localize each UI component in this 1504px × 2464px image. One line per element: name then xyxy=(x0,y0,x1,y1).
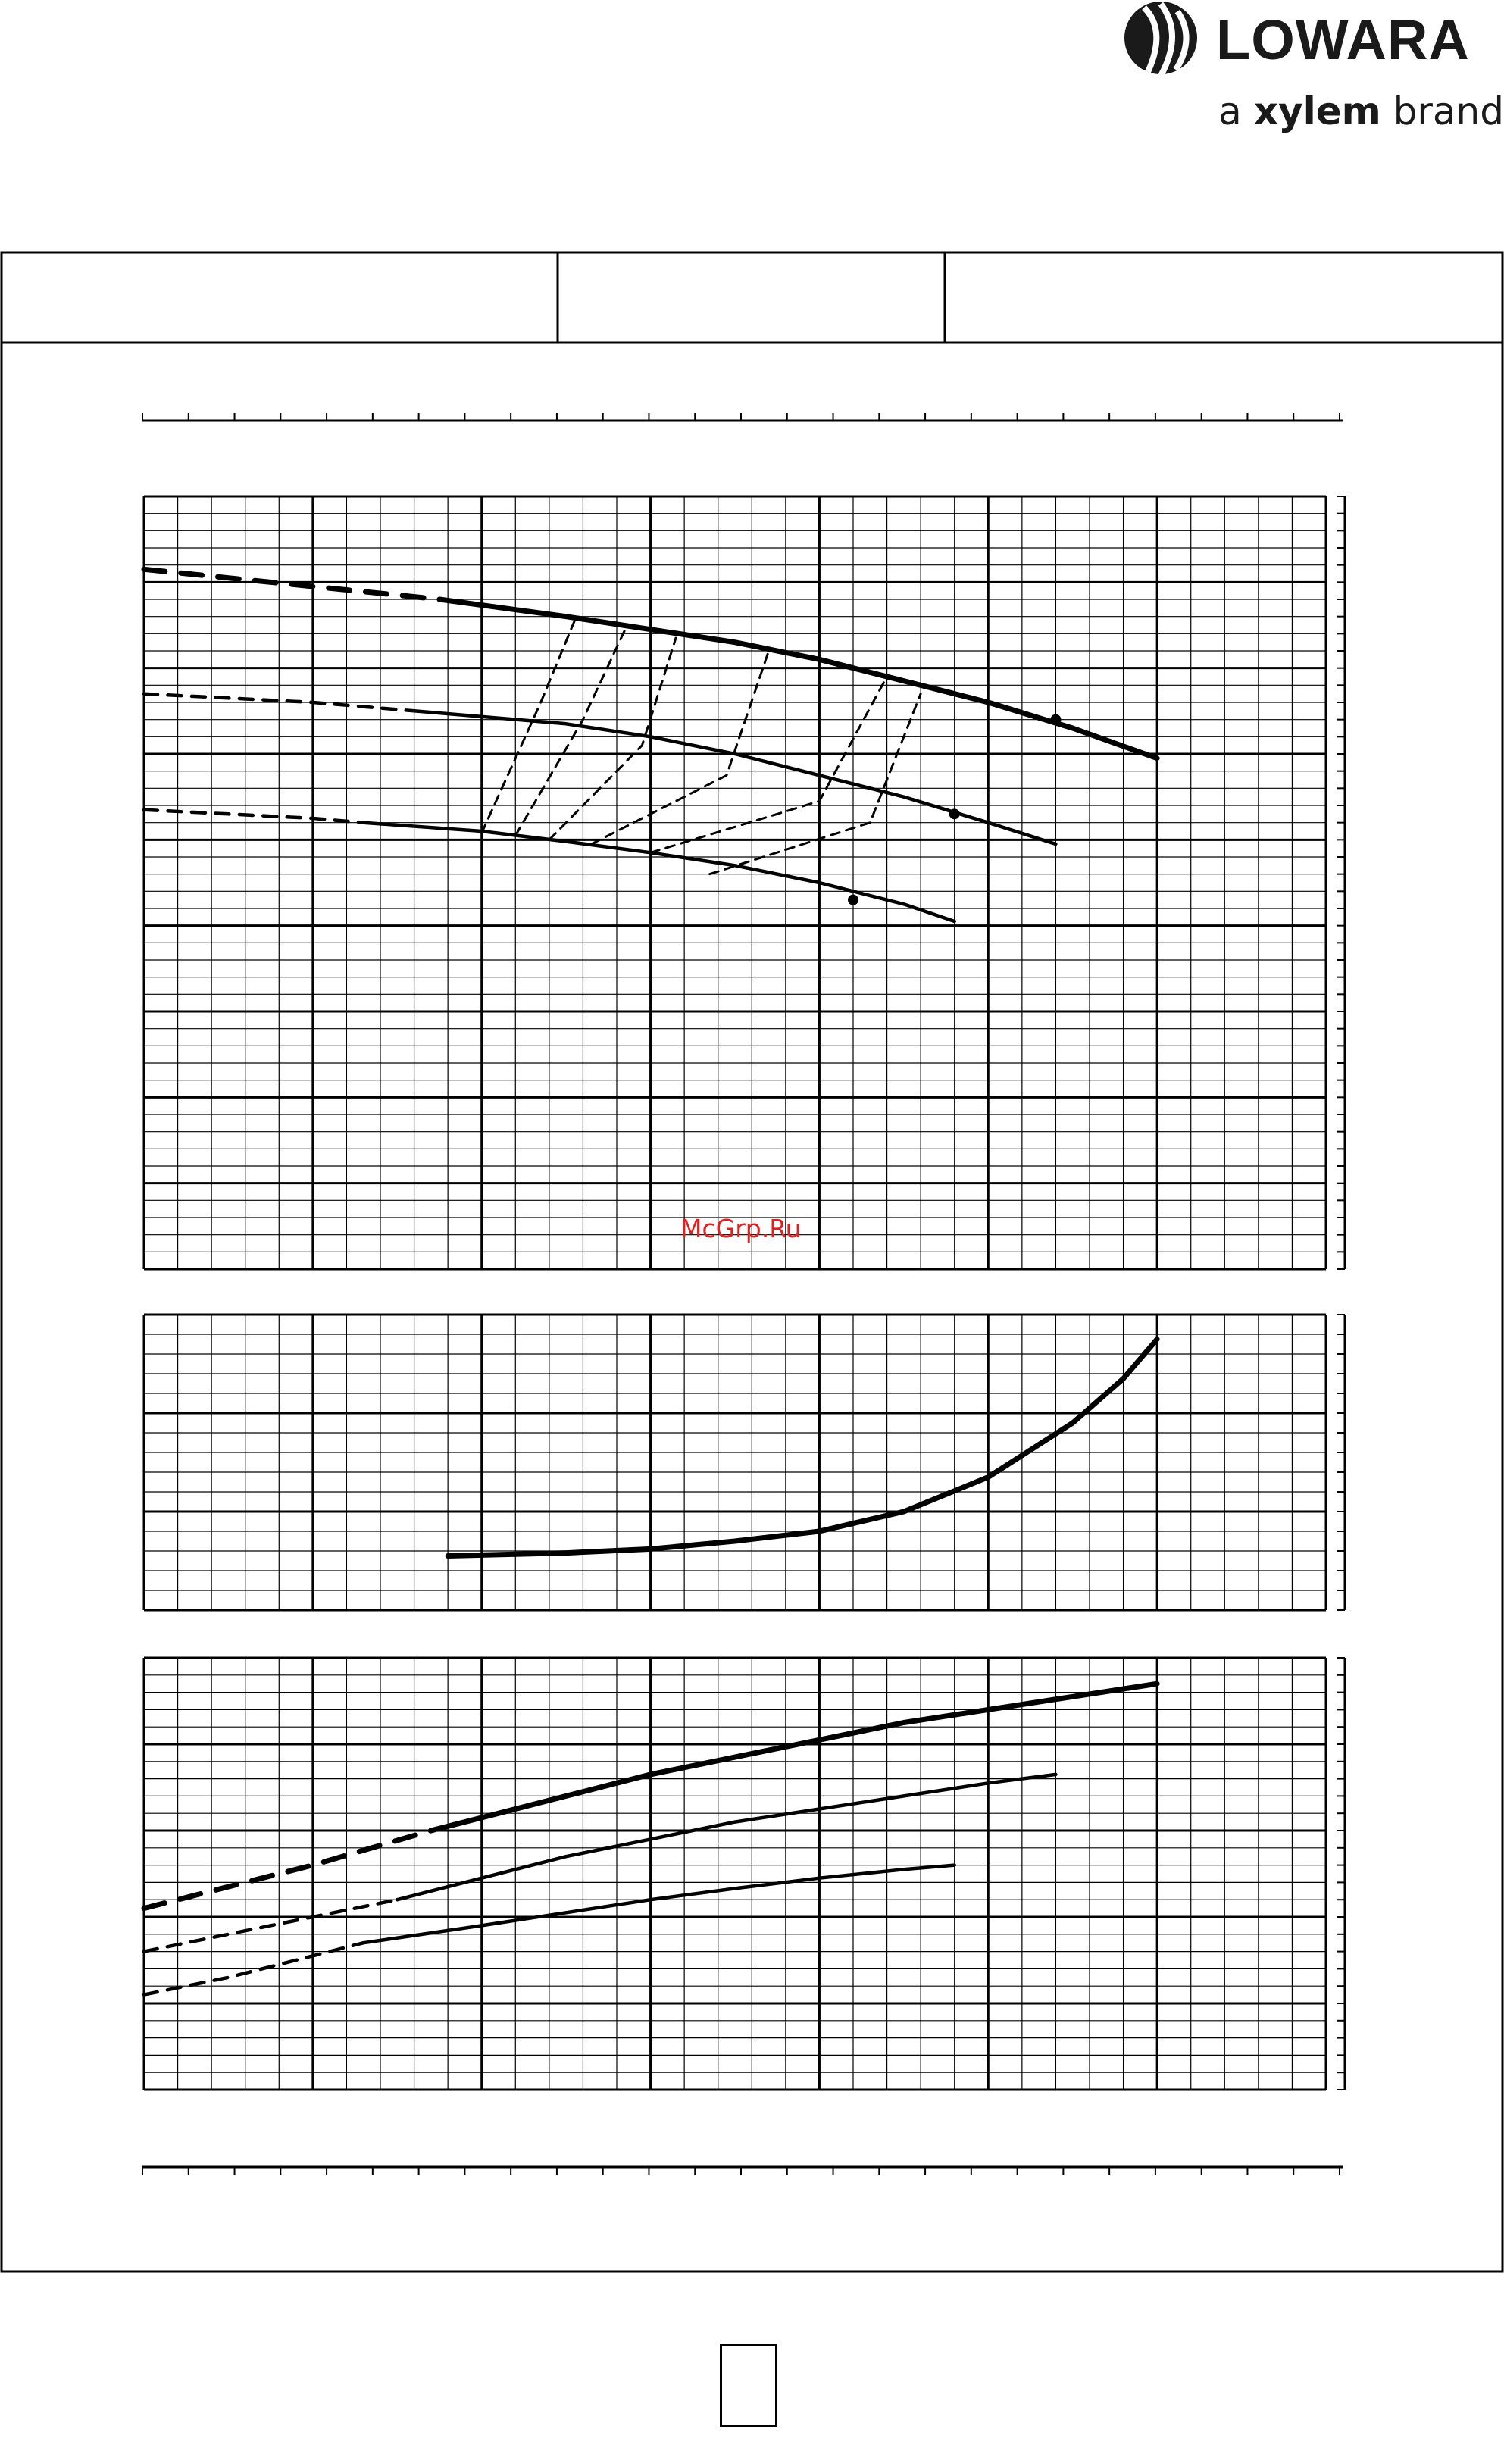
series-power-3-line xyxy=(364,1865,955,1943)
series-curve-1-dashed xyxy=(144,569,439,599)
series-iso-1-dashed xyxy=(482,621,575,833)
series-curve-3-dashed xyxy=(144,810,364,823)
tagline-prefix: a xyxy=(1218,89,1242,133)
series-curve-2-marker xyxy=(949,808,960,819)
series-curve-1-line xyxy=(439,599,1157,758)
series-curve-3-marker xyxy=(848,895,858,905)
series-curve-2-line xyxy=(414,711,1056,844)
scale-rulers xyxy=(142,413,1343,2175)
page-number-box xyxy=(720,2344,777,2427)
power-panel xyxy=(144,1658,1345,2090)
series-curve-3-line xyxy=(364,823,955,921)
series-iso-5-dashed xyxy=(651,677,887,852)
tagline-suffix: brand xyxy=(1393,89,1504,133)
tagline-bold: xylem xyxy=(1253,89,1381,133)
series-power-1-line xyxy=(431,1684,1157,1831)
series-power-2-line xyxy=(397,1775,1055,1900)
series-iso-6-dashed xyxy=(710,694,921,874)
npsh-panel xyxy=(144,1315,1345,1610)
series-npsh-line xyxy=(448,1340,1157,1556)
series-iso-2-dashed xyxy=(515,630,625,836)
series-iso-4-dashed xyxy=(592,651,769,844)
series-curve-1-marker xyxy=(1050,714,1061,725)
watermark: McGrp.Ru xyxy=(680,1214,802,1243)
head-curves-panel xyxy=(144,496,1345,1269)
series-power-1-dashed xyxy=(144,1831,431,1909)
brand-name: LOWARA xyxy=(1216,8,1470,71)
